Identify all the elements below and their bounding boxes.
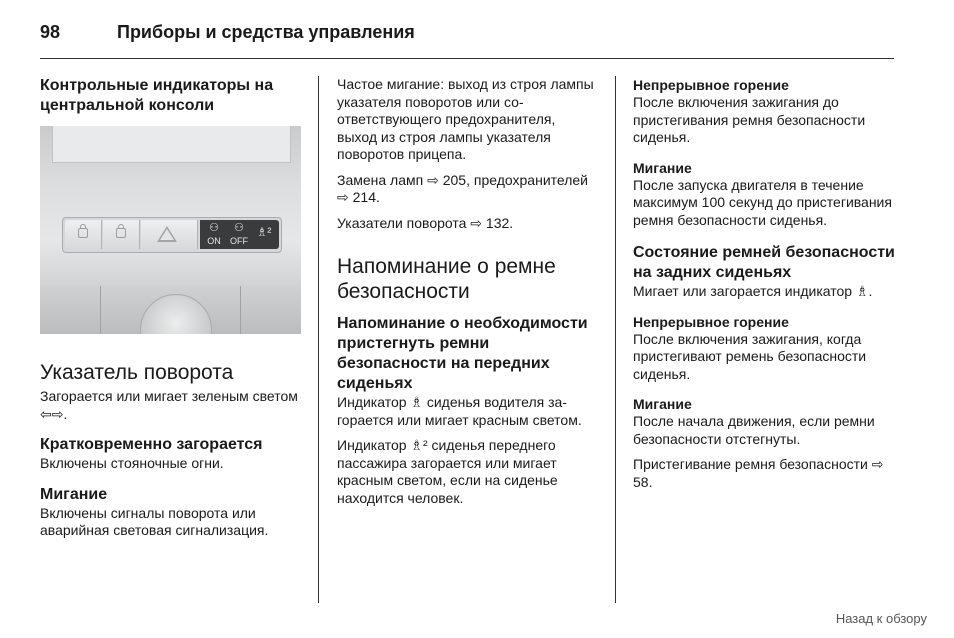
lock-button-2 [103,220,140,249]
page-number: 98 [40,22,61,42]
page-title: Приборы и средства управления [117,22,415,42]
paragraph: Мигает или загорается индикатор ♗. [633,283,873,299]
display-screen [52,126,291,163]
section-title-turn-signal: Указатель поворота [40,361,234,384]
section-title-rear-belts: Состояние ремней безопасности на задних сиденьях [633,244,895,281]
paragraph: Индикатор ♗² сиденья переднего пассажира загорается или мигает красным светом, если на сиденье находится человек. [337,437,558,506]
unlock-icon [116,228,126,238]
paragraph: Указатели поворота ⇨ 132. [337,214,514,231]
airbag-off-label: OFF [230,236,248,246]
lock-icon [78,228,88,238]
paragraph: После включения зажигания, когда пристегивают ремень безопасности сиденья. [633,330,867,382]
airbag-on-label: ON [207,236,221,246]
console-button-row [62,217,282,253]
hazard-triangle-icon [157,226,177,242]
column-divider [318,76,319,603]
subheading: Мигание [633,396,692,412]
paragraph: Включены сигналы поворота или аварийная световая сигнализация. [40,504,269,538]
column-2 [337,76,599,507]
seatbelt-reminder-icon: ♗² [256,225,272,239]
console-photo [40,126,301,334]
paragraph: Загорается или мигает зеленым светом ⇦⇨. [40,388,298,422]
airbag-on-icon: ⚇ [209,222,219,234]
paragraph: После запуска двигателя в течение максимум 100 секунд до пристегивания ремня безопасности сиденья. [633,176,892,228]
panel-seam [240,286,241,334]
panel-seam [100,286,101,334]
paragraph: Замена ламп ⇨ 205, предохранителей ⇨ 214. [337,171,588,205]
paragraph: Индикатор ♗ сиденья водителя загорается или мигает красным светом. [337,394,582,428]
seatbelt-indicator-panel [200,220,279,249]
subheading: Кратковременно загорается [40,436,263,453]
paragraph: После включения зажигания до пристегивания ремня безопасности сиденья. [633,94,866,145]
subheading: Непрерывное горение [633,313,789,330]
column-divider [615,76,616,603]
subheading: Мигание [40,485,108,503]
photo-heading: Контрольные индикаторы на центральной консоли [40,77,274,114]
subheading: Напоминание о необходимости пристегнуть ремни безопасности на передних сиденьях [337,315,588,392]
paragraph: Пристегивание ремня безопасности ⇨ 58. [633,456,884,490]
paragraph: Частое мигание: выход из строя лампы указателя поворотов или соответствующего предохранителя, выход из строя лампы указателя поворотов прицепа. [337,76,594,162]
column-3 [633,76,899,491]
column-1 [40,76,305,540]
subheading: Непрерывное горение [633,77,789,93]
subheading: Мигание [633,159,692,176]
section-title-seatbelt: Напоминание о ремне безопасности [337,255,556,303]
paragraph: Включены стояночные огни. [40,455,224,471]
paragraph: После начала движения, если ремни безопасности отстегнуты. [633,413,875,447]
airbag-off-icon: ⚇ [234,222,244,234]
back-to-overview-link[interactable]: Назад к обзору [835,611,927,626]
lock-button-1 [65,220,102,249]
hazard-button [141,220,198,249]
page-header [40,18,894,59]
